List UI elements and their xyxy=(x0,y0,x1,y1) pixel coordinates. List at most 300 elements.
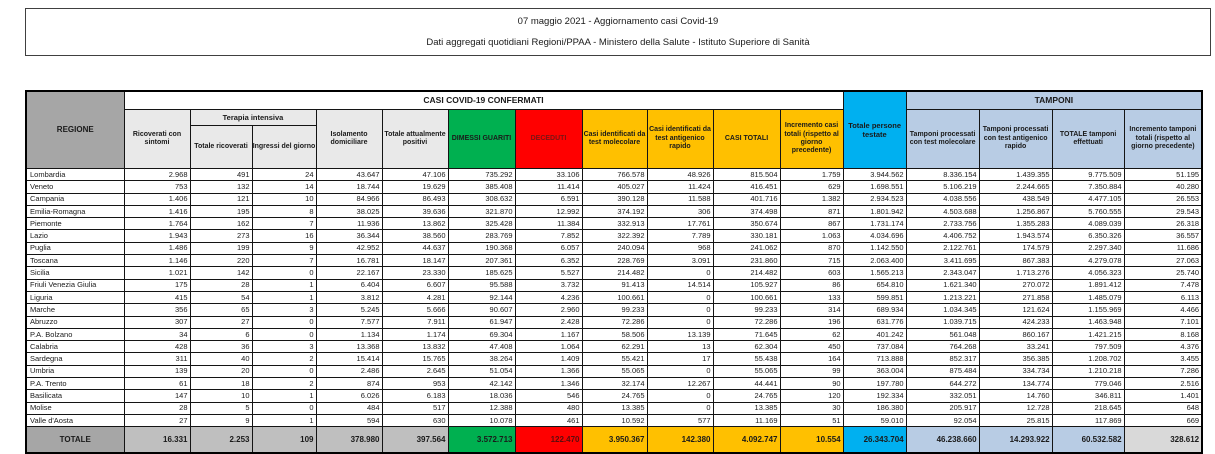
value-cell: 1.698.551 xyxy=(843,181,906,193)
col-header-tamponi-test-antigenico: Tamponi processati con test antigenico rapido xyxy=(979,110,1052,169)
value-cell: 11.686 xyxy=(1124,242,1202,254)
value-cell: 9 xyxy=(252,242,316,254)
value-cell: 32.174 xyxy=(582,378,647,390)
col-header-totale-tamponi-effettuati: TOTALE tamponi effettuati xyxy=(1052,110,1124,169)
value-cell: 491 xyxy=(190,169,252,181)
value-cell: 3 xyxy=(252,341,316,353)
value-cell: 0 xyxy=(252,267,316,279)
table-row xyxy=(26,365,1202,377)
value-cell: 1.174 xyxy=(382,328,448,340)
value-cell: 669 xyxy=(1124,414,1202,426)
value-cell: 2 xyxy=(252,353,316,365)
value-cell: 42.952 xyxy=(316,242,382,254)
value-cell: 390.128 xyxy=(582,193,647,205)
value-cell: 3.732 xyxy=(515,279,582,291)
value-cell: 86.493 xyxy=(382,193,448,205)
region-name-cell: Puglia xyxy=(26,242,124,254)
value-cell: 450 xyxy=(780,341,843,353)
value-cell: 1.943 xyxy=(124,230,190,242)
region-name-cell: Umbria xyxy=(26,365,124,377)
value-cell: 51.195 xyxy=(1124,169,1202,181)
value-cell: 415 xyxy=(124,291,190,303)
col-header-incremento-casi-totali: Incremento casi totali (rispetto al giorno precedente) xyxy=(780,110,843,169)
value-cell: 1.409 xyxy=(515,353,582,365)
value-cell: 7.478 xyxy=(1124,279,1202,291)
table-row xyxy=(26,205,1202,217)
value-cell: 58.506 xyxy=(582,328,647,340)
value-cell: 321.870 xyxy=(448,205,515,217)
value-cell: 5.666 xyxy=(382,304,448,316)
col-header-deceduti: DECEDUTI xyxy=(515,110,582,169)
value-cell: 270.072 xyxy=(979,279,1052,291)
value-cell: 416.451 xyxy=(713,181,780,193)
value-cell: 311 xyxy=(124,353,190,365)
value-cell: 461 xyxy=(515,414,582,426)
value-cell: 65 xyxy=(190,304,252,316)
value-cell: 71.645 xyxy=(713,328,780,340)
value-cell: 6.026 xyxy=(316,390,382,402)
value-cell: 517 xyxy=(382,402,448,414)
value-cell: 55.421 xyxy=(582,353,647,365)
value-cell: 1.346 xyxy=(515,378,582,390)
value-cell: 630 xyxy=(382,414,448,426)
value-cell: 7.101 xyxy=(1124,316,1202,328)
value-cell: 308.632 xyxy=(448,193,515,205)
value-cell: 22.167 xyxy=(316,267,382,279)
value-cell: 3.944.562 xyxy=(843,169,906,181)
value-cell: 330.181 xyxy=(713,230,780,242)
value-cell: 133 xyxy=(780,291,843,303)
col-header-dimessi-guariti: DIMESSI GUARITI xyxy=(448,110,515,169)
region-name-cell: Sardegna xyxy=(26,353,124,365)
report-title: 07 maggio 2021 - Aggiornamento casi Covid-19 xyxy=(517,16,719,27)
value-cell: 2.645 xyxy=(382,365,448,377)
value-cell: 205.917 xyxy=(906,402,979,414)
value-cell: 121.624 xyxy=(979,304,1052,316)
value-cell: 29.543 xyxy=(1124,205,1202,217)
value-cell: 185.625 xyxy=(448,267,515,279)
value-cell: 1.731.174 xyxy=(843,218,906,230)
value-cell: 577 xyxy=(647,414,713,426)
value-cell: 2.733.756 xyxy=(906,218,979,230)
value-cell: 38.025 xyxy=(316,205,382,217)
region-name-cell: Basilicata xyxy=(26,390,124,402)
value-cell: 875.484 xyxy=(906,365,979,377)
value-cell: 4.236 xyxy=(515,291,582,303)
total-value-cell: 10.554 xyxy=(780,427,843,454)
value-cell: 190.368 xyxy=(448,242,515,254)
value-cell: 867.383 xyxy=(979,255,1052,267)
value-cell: 374.498 xyxy=(713,205,780,217)
value-cell: 33.241 xyxy=(979,341,1052,353)
value-cell: 100.661 xyxy=(713,291,780,303)
value-cell: 6.607 xyxy=(382,279,448,291)
value-cell: 38.560 xyxy=(382,230,448,242)
value-cell: 120 xyxy=(780,390,843,402)
table-row xyxy=(26,414,1202,426)
value-cell: 6.113 xyxy=(1124,291,1202,303)
group-header-casi-confermati: CASI COVID-19 CONFERMATI xyxy=(124,91,843,110)
total-row xyxy=(26,427,1202,454)
value-cell: 1.463.948 xyxy=(1052,316,1124,328)
total-value-cell: 142.380 xyxy=(647,427,713,454)
value-cell: 273 xyxy=(190,230,252,242)
col-header-casi-test-antigenico: Casi identificati da test antigenico rapido xyxy=(647,110,713,169)
value-cell: 61 xyxy=(124,378,190,390)
value-cell: 47.106 xyxy=(382,169,448,181)
value-cell: 162 xyxy=(190,218,252,230)
total-value-cell: 2.253 xyxy=(190,427,252,454)
value-cell: 117.869 xyxy=(1052,414,1124,426)
value-cell: 192.334 xyxy=(843,390,906,402)
value-cell: 874 xyxy=(316,378,382,390)
col-header-totale-persone-testate: Totale persone testate xyxy=(843,91,906,169)
value-cell: 196 xyxy=(780,316,843,328)
value-cell: 1.764 xyxy=(124,218,190,230)
report-subtitle: Dati aggregati quotidiani Regioni/PPAA - Ministero della Salute - Istituto Superiore di Sanità xyxy=(426,37,810,48)
value-cell: 4.279.078 xyxy=(1052,255,1124,267)
value-cell: 3.812 xyxy=(316,291,382,303)
value-cell: 40.280 xyxy=(1124,181,1202,193)
value-cell: 10 xyxy=(190,390,252,402)
total-value-cell: 397.564 xyxy=(382,427,448,454)
region-name-cell: Sicilia xyxy=(26,267,124,279)
value-cell: 13.368 xyxy=(316,341,382,353)
value-cell: 689.934 xyxy=(843,304,906,316)
table-row xyxy=(26,193,1202,205)
value-cell: 90.607 xyxy=(448,304,515,316)
region-name-cell: Molise xyxy=(26,402,124,414)
value-cell: 4.089.039 xyxy=(1052,218,1124,230)
value-cell: 4.038.556 xyxy=(906,193,979,205)
value-cell: 356 xyxy=(124,304,190,316)
table-row xyxy=(26,255,1202,267)
value-cell: 7 xyxy=(252,218,316,230)
value-cell: 48.926 xyxy=(647,169,713,181)
value-cell: 1.063 xyxy=(780,230,843,242)
value-cell: 3.091 xyxy=(647,255,713,267)
value-cell: 30 xyxy=(780,402,843,414)
table-row xyxy=(26,291,1202,303)
value-cell: 1.485.079 xyxy=(1052,291,1124,303)
value-cell: 779.046 xyxy=(1052,378,1124,390)
value-cell: 356.385 xyxy=(979,353,1052,365)
value-cell: 24.765 xyxy=(713,390,780,402)
table-row xyxy=(26,353,1202,365)
value-cell: 36.344 xyxy=(316,230,382,242)
region-name-cell: Abruzzo xyxy=(26,316,124,328)
value-cell: 6.591 xyxy=(515,193,582,205)
value-cell: 27 xyxy=(190,316,252,328)
value-cell: 860.167 xyxy=(979,328,1052,340)
value-cell: 0 xyxy=(647,390,713,402)
value-cell: 1.064 xyxy=(515,341,582,353)
value-cell: 95.588 xyxy=(448,279,515,291)
col-header-regione: REGIONE xyxy=(26,91,124,169)
value-cell: 561.048 xyxy=(906,328,979,340)
value-cell: 5.106.219 xyxy=(906,181,979,193)
value-cell: 16.781 xyxy=(316,255,382,267)
value-cell: 735.292 xyxy=(448,169,515,181)
value-cell: 1.621.340 xyxy=(906,279,979,291)
value-cell: 99.233 xyxy=(713,304,780,316)
value-cell: 2.428 xyxy=(515,316,582,328)
total-value-cell: 3.572.713 xyxy=(448,427,515,454)
region-name-cell: Veneto xyxy=(26,181,124,193)
value-cell: 62.304 xyxy=(713,341,780,353)
value-cell: 428 xyxy=(124,341,190,353)
value-cell: 7.577 xyxy=(316,316,382,328)
value-cell: 13.385 xyxy=(582,402,647,414)
value-cell: 62.291 xyxy=(582,341,647,353)
value-cell: 90 xyxy=(780,378,843,390)
value-cell: 4.281 xyxy=(382,291,448,303)
value-cell: 92.054 xyxy=(906,414,979,426)
region-name-cell: Calabria xyxy=(26,341,124,353)
value-cell: 2.968 xyxy=(124,169,190,181)
value-cell: 164 xyxy=(780,353,843,365)
value-cell: 1.155.969 xyxy=(1052,304,1124,316)
value-cell: 7.789 xyxy=(647,230,713,242)
value-cell: 1.486 xyxy=(124,242,190,254)
value-cell: 7.911 xyxy=(382,316,448,328)
value-cell: 14.760 xyxy=(979,390,1052,402)
total-value-cell: 328.612 xyxy=(1124,427,1202,454)
value-cell: 271.858 xyxy=(979,291,1052,303)
value-cell: 54 xyxy=(190,291,252,303)
value-cell: 55.065 xyxy=(713,365,780,377)
total-value-cell: 60.532.582 xyxy=(1052,427,1124,454)
value-cell: 1 xyxy=(252,279,316,291)
value-cell: 0 xyxy=(647,304,713,316)
value-cell: 3.455 xyxy=(1124,353,1202,365)
col-header-isolamento-domiciliare: Isolamento domiciliare xyxy=(316,110,382,169)
value-cell: 603 xyxy=(780,267,843,279)
value-cell: 9.775.509 xyxy=(1052,169,1124,181)
value-cell: 15.765 xyxy=(382,353,448,365)
table-row xyxy=(26,378,1202,390)
table-row xyxy=(26,341,1202,353)
total-label-cell: TOTALE xyxy=(26,427,124,454)
value-cell: 26.553 xyxy=(1124,193,1202,205)
value-cell: 715 xyxy=(780,255,843,267)
value-cell: 12.388 xyxy=(448,402,515,414)
value-cell: 385.408 xyxy=(448,181,515,193)
value-cell: 1.416 xyxy=(124,205,190,217)
value-cell: 0 xyxy=(252,316,316,328)
value-cell: 38.264 xyxy=(448,353,515,365)
value-cell: 2.297.340 xyxy=(1052,242,1124,254)
value-cell: 5.245 xyxy=(316,304,382,316)
value-cell: 7.852 xyxy=(515,230,582,242)
value-cell: 36 xyxy=(190,341,252,353)
value-cell: 25.815 xyxy=(979,414,1052,426)
value-cell: 325.428 xyxy=(448,218,515,230)
value-cell: 11.588 xyxy=(647,193,713,205)
value-cell: 5 xyxy=(190,402,252,414)
value-cell: 10.078 xyxy=(448,414,515,426)
value-cell: 220 xyxy=(190,255,252,267)
value-cell: 1.759 xyxy=(780,169,843,181)
value-cell: 8 xyxy=(252,205,316,217)
value-cell: 12.992 xyxy=(515,205,582,217)
value-cell: 240.094 xyxy=(582,242,647,254)
value-cell: 1.713.276 xyxy=(979,267,1052,279)
value-cell: 214.482 xyxy=(713,267,780,279)
table-row xyxy=(26,279,1202,291)
total-value-cell: 26.343.704 xyxy=(843,427,906,454)
value-cell: 11.169 xyxy=(713,414,780,426)
value-cell: 100.661 xyxy=(582,291,647,303)
total-value-cell: 378.980 xyxy=(316,427,382,454)
table-header xyxy=(26,91,1202,169)
value-cell: 0 xyxy=(647,291,713,303)
total-value-cell: 46.238.660 xyxy=(906,427,979,454)
value-cell: 84.966 xyxy=(316,193,382,205)
value-cell: 401.716 xyxy=(713,193,780,205)
total-value-cell: 3.950.367 xyxy=(582,427,647,454)
value-cell: 175 xyxy=(124,279,190,291)
col-header-tamponi-test-molecolare: Tamponi processati con test molecolare xyxy=(906,110,979,169)
value-cell: 231.860 xyxy=(713,255,780,267)
value-cell: 6.352 xyxy=(515,255,582,267)
value-cell: 33.106 xyxy=(515,169,582,181)
value-cell: 99 xyxy=(780,365,843,377)
value-cell: 0 xyxy=(252,365,316,377)
value-cell: 871 xyxy=(780,205,843,217)
value-cell: 44.441 xyxy=(713,378,780,390)
total-value-cell: 4.092.747 xyxy=(713,427,780,454)
value-cell: 7.286 xyxy=(1124,365,1202,377)
value-cell: 139 xyxy=(124,365,190,377)
value-cell: 241.062 xyxy=(713,242,780,254)
value-cell: 13 xyxy=(647,341,713,353)
value-cell: 5.527 xyxy=(515,267,582,279)
region-name-cell: Friuli Venezia Giulia xyxy=(26,279,124,291)
total-value-cell: 109 xyxy=(252,427,316,454)
value-cell: 207.361 xyxy=(448,255,515,267)
region-name-cell: Emilia-Romagna xyxy=(26,205,124,217)
value-cell: 1.565.213 xyxy=(843,267,906,279)
value-cell: 2.516 xyxy=(1124,378,1202,390)
value-cell: 6.350.326 xyxy=(1052,230,1124,242)
region-name-cell: P.A. Trento xyxy=(26,378,124,390)
value-cell: 1.167 xyxy=(515,328,582,340)
value-cell: 654.810 xyxy=(843,279,906,291)
col-header-ricoverati-con-sintomi: Ricoverati con sintomi xyxy=(124,110,190,169)
value-cell: 4.034.696 xyxy=(843,230,906,242)
value-cell: 815.504 xyxy=(713,169,780,181)
value-cell: 105.927 xyxy=(713,279,780,291)
value-cell: 4.466 xyxy=(1124,304,1202,316)
table-body xyxy=(26,169,1202,427)
value-cell: 1.021 xyxy=(124,267,190,279)
value-cell: 4.503.688 xyxy=(906,205,979,217)
value-cell: 852.317 xyxy=(906,353,979,365)
value-cell: 0 xyxy=(647,402,713,414)
region-name-cell: Piemonte xyxy=(26,218,124,230)
value-cell: 6.057 xyxy=(515,242,582,254)
value-cell: 27 xyxy=(124,414,190,426)
value-cell: 20 xyxy=(190,365,252,377)
value-cell: 42.142 xyxy=(448,378,515,390)
value-cell: 39.636 xyxy=(382,205,448,217)
value-cell: 1.146 xyxy=(124,255,190,267)
value-cell: 51 xyxy=(780,414,843,426)
value-cell: 594 xyxy=(316,414,382,426)
value-cell: 19.629 xyxy=(382,181,448,193)
region-name-cell: Valle d'Aosta xyxy=(26,414,124,426)
value-cell: 1.256.867 xyxy=(979,205,1052,217)
value-cell: 438.549 xyxy=(979,193,1052,205)
value-cell: 13.862 xyxy=(382,218,448,230)
value-cell: 3.411.695 xyxy=(906,255,979,267)
value-cell: 2.960 xyxy=(515,304,582,316)
value-cell: 1.213.221 xyxy=(906,291,979,303)
value-cell: 18.036 xyxy=(448,390,515,402)
value-cell: 18.744 xyxy=(316,181,382,193)
value-cell: 599.851 xyxy=(843,291,906,303)
total-value-cell: 16.331 xyxy=(124,427,190,454)
table-row xyxy=(26,230,1202,242)
value-cell: 644.272 xyxy=(906,378,979,390)
region-name-cell: Liguria xyxy=(26,291,124,303)
value-cell: 713.888 xyxy=(843,353,906,365)
value-cell: 132 xyxy=(190,181,252,193)
value-cell: 2.063.400 xyxy=(843,255,906,267)
value-cell: 1.801.942 xyxy=(843,205,906,217)
group-header-tamponi: TAMPONI xyxy=(906,91,1202,110)
value-cell: 25.740 xyxy=(1124,267,1202,279)
value-cell: 99.233 xyxy=(582,304,647,316)
value-cell: 953 xyxy=(382,378,448,390)
value-cell: 199 xyxy=(190,242,252,254)
value-cell: 14.514 xyxy=(647,279,713,291)
value-cell: 2.343.047 xyxy=(906,267,979,279)
value-cell: 59.010 xyxy=(843,414,906,426)
value-cell: 1.134 xyxy=(316,328,382,340)
table-row xyxy=(26,181,1202,193)
value-cell: 72.286 xyxy=(713,316,780,328)
value-cell: 648 xyxy=(1124,402,1202,414)
value-cell: 1.366 xyxy=(515,365,582,377)
value-cell: 867 xyxy=(780,218,843,230)
value-cell: 12.728 xyxy=(979,402,1052,414)
value-cell: 11.424 xyxy=(647,181,713,193)
value-cell: 13.385 xyxy=(713,402,780,414)
value-cell: 12.267 xyxy=(647,378,713,390)
table-row xyxy=(26,169,1202,181)
value-cell: 9 xyxy=(190,414,252,426)
value-cell: 1.421.215 xyxy=(1052,328,1124,340)
value-cell: 11.936 xyxy=(316,218,382,230)
value-cell: 797.509 xyxy=(1052,341,1124,353)
value-cell: 34 xyxy=(124,328,190,340)
value-cell: 24 xyxy=(252,169,316,181)
value-cell: 51.054 xyxy=(448,365,515,377)
value-cell: 480 xyxy=(515,402,582,414)
value-cell: 2.486 xyxy=(316,365,382,377)
value-cell: 18.147 xyxy=(382,255,448,267)
region-name-cell: Lombardia xyxy=(26,169,124,181)
value-cell: 374.192 xyxy=(582,205,647,217)
value-cell: 334.734 xyxy=(979,365,1052,377)
value-cell: 5.760.555 xyxy=(1052,205,1124,217)
col-header-casi-totali: CASI TOTALI xyxy=(713,110,780,169)
value-cell: 2.122.761 xyxy=(906,242,979,254)
value-cell: 26.318 xyxy=(1124,218,1202,230)
value-cell: 17.761 xyxy=(647,218,713,230)
